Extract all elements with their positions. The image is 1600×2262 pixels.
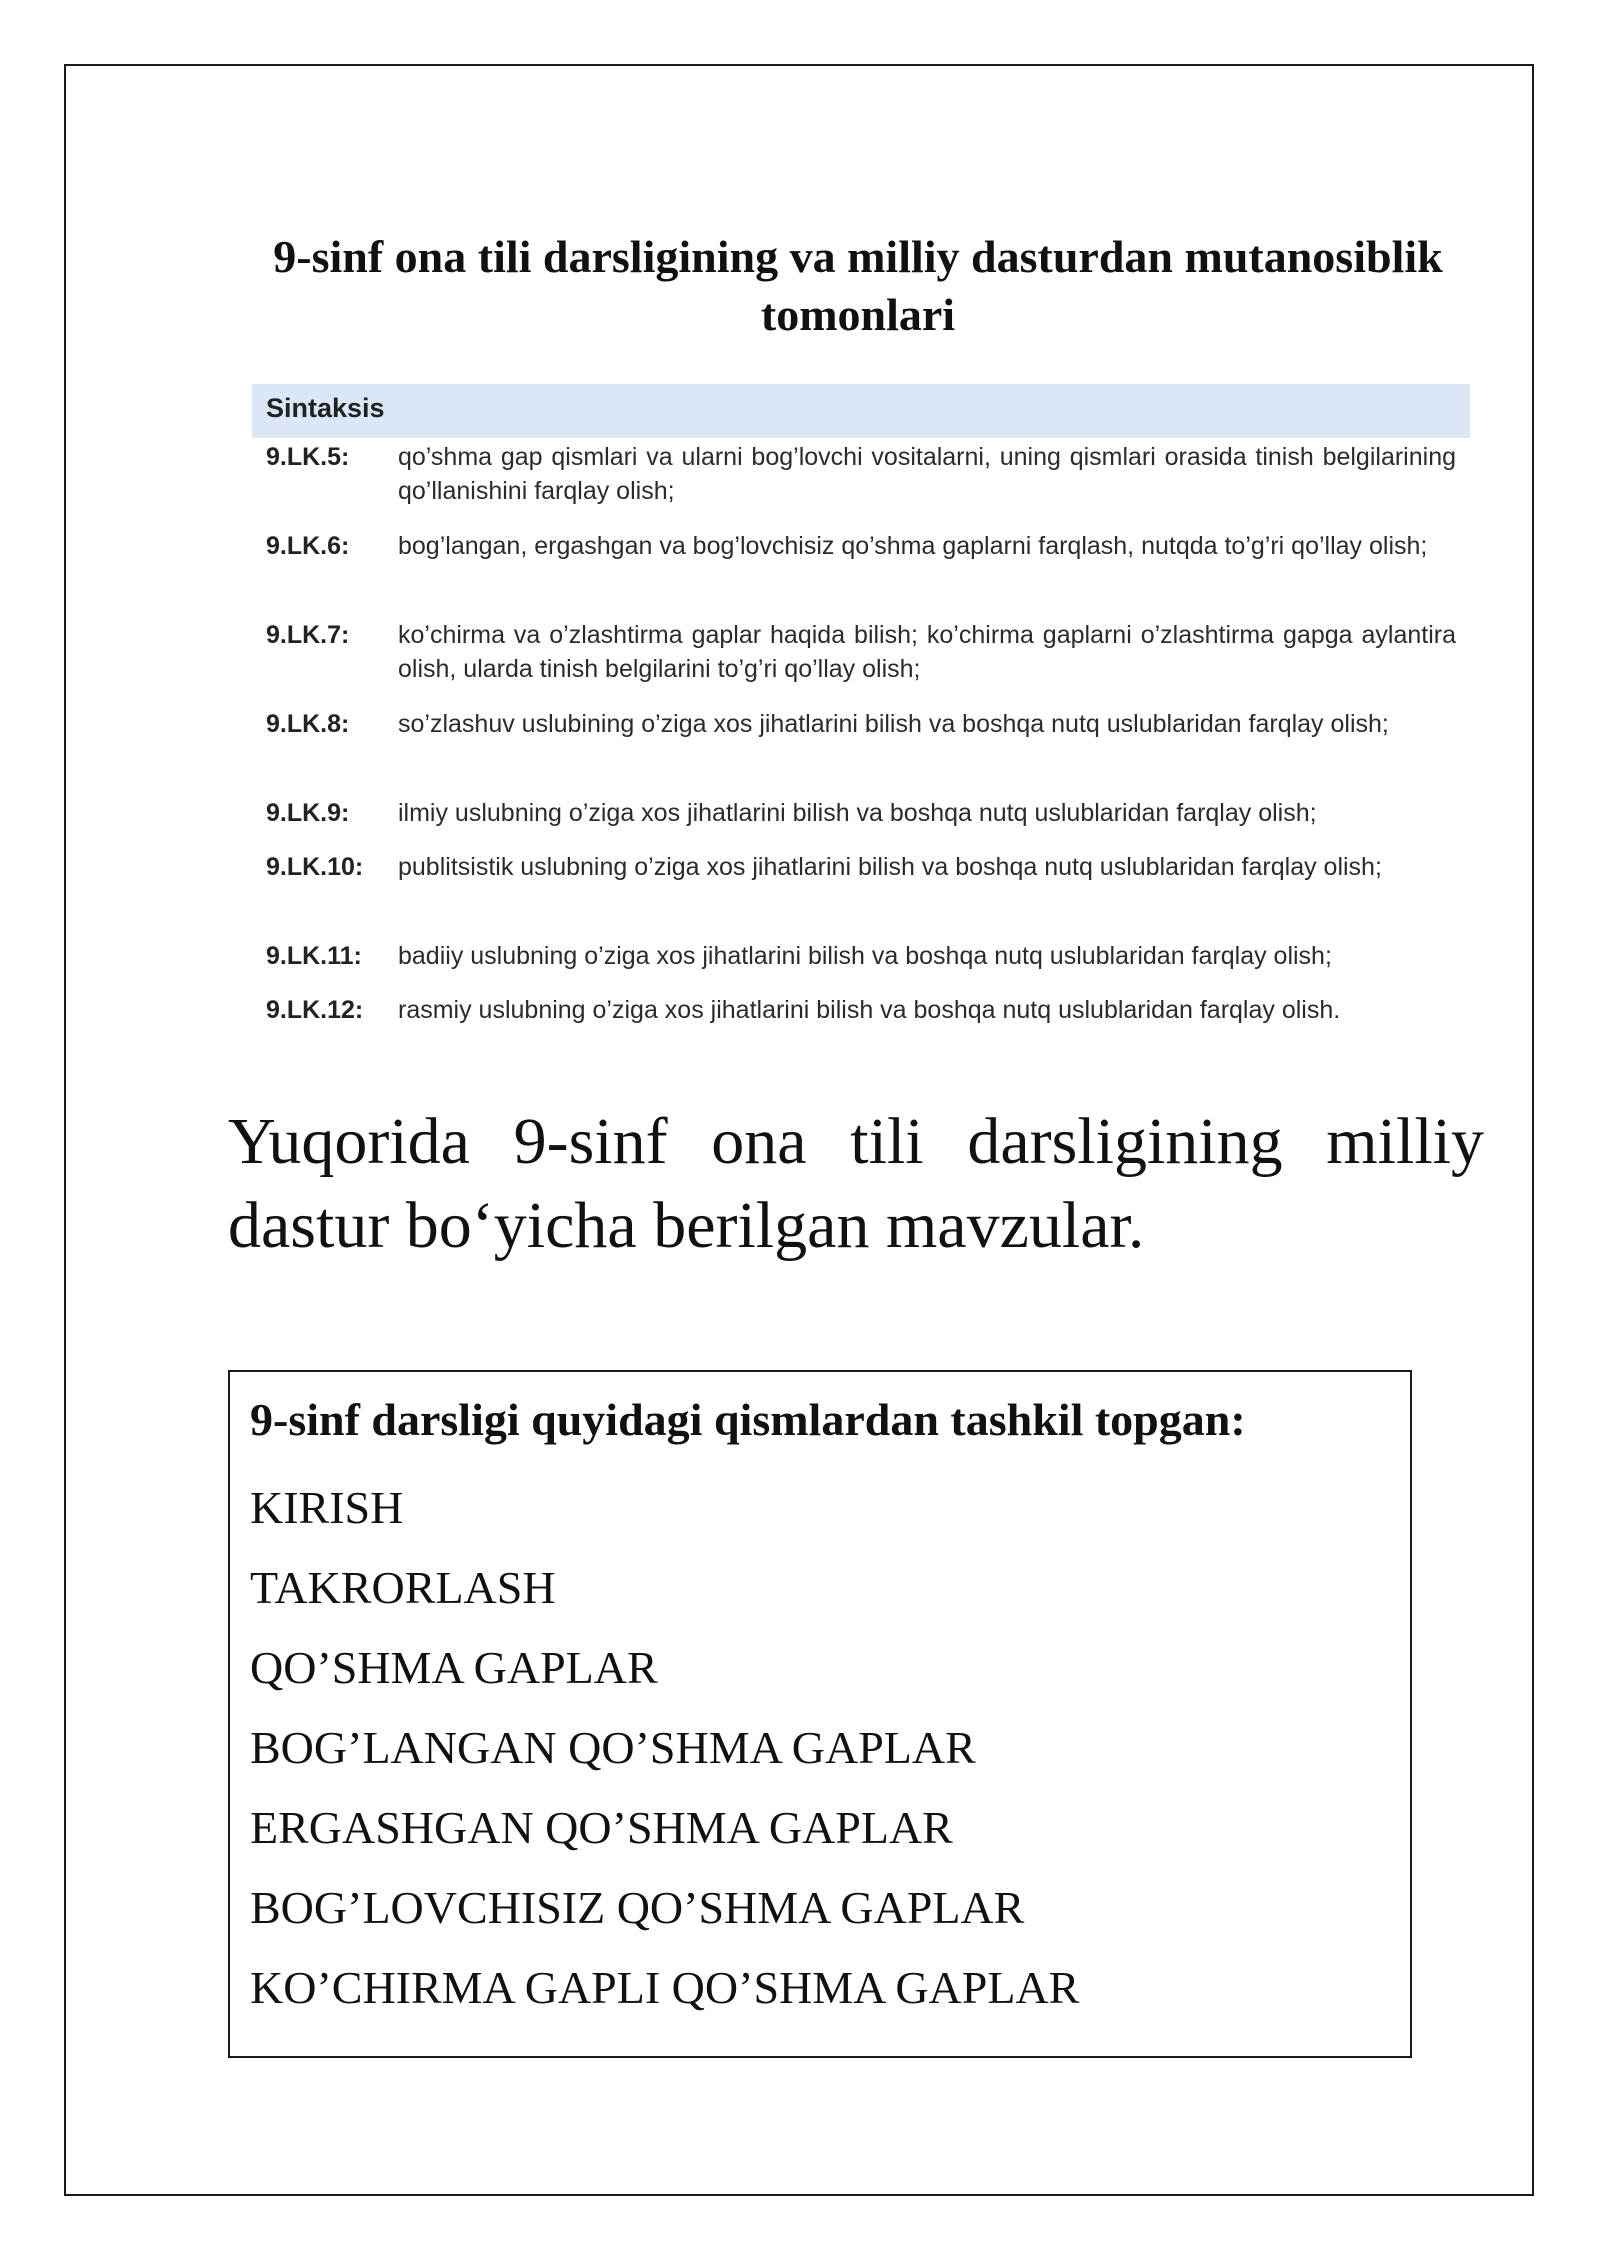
outcome-text: bog’langan, ergashgan va bog’lovchisiz qo’shma gaplarni farqlash, nutqda to’g’ri qo’llay olish;	[398, 532, 1428, 560]
outcome-text: publitsistik uslubning o’ziga xos jihatlarini bilish va boshqa nutq uslublaridan farqlay olish;	[398, 853, 1382, 881]
list-item: BOG’LANGAN QO’SHMA GAPLAR	[250, 1722, 976, 1773]
outcome-code: 9.LK.7:	[266, 621, 350, 649]
contents-box	[228, 1370, 1412, 2058]
page-title: 9-sinf ona tili darsligining va milliy dasturdan mutanosiblik tomonlari	[273, 231, 1443, 340]
outcome-text: so’zlashuv uslubining o’ziga xos jihatlarini bilish va boshqa nutq uslublaridan farqlay olish;	[398, 710, 1389, 738]
outcome-text: rasmiy uslubning o’ziga xos jihatlarini bilish va boshqa nutq uslublaridan farqlay olish.	[398, 996, 1341, 1024]
contents-list	[250, 1468, 1079, 2028]
outcome-text: ko’chirma va o’zlashtirma gaplar haqida bilish; ko’chirma gaplarni o’zlashtirma gapga aylantira olish, ularda tinish belgilarini to’g’ri qo’llay olish;	[398, 621, 1456, 683]
list-item: KIRISH	[250, 1482, 404, 1533]
list-item: KO’CHIRMA GAPLI QO’SHMA GAPLAR	[250, 1962, 1080, 2013]
list-item: QO’SHMA GAPLAR	[250, 1642, 658, 1693]
outcome-code: 9.LK.5:	[266, 443, 350, 471]
list-item: ERGASHGAN QO’SHMA GAPLAR	[250, 1802, 953, 1853]
outcome-code: 9.LK.10:	[266, 853, 364, 881]
list-item: BOG’LOVCHISIZ QO’SHMA GAPLAR	[250, 1882, 1025, 1933]
outcome-text: qo’shma gap qismlari va ularni bog’lovchi vositalarni, uning qismlari orasida tinish belgilarining qo’llanishini farqlay olish;	[398, 443, 1456, 505]
outcome-code: 9.LK.12:	[266, 996, 364, 1024]
outcome-code: 9.LK.6:	[266, 532, 350, 560]
summary-paragraph: Yuqorida 9-sinf ona tili darsligining milliy dastur bo‘yicha berilgan mavzular.	[228, 1105, 1484, 1262]
list-item: TAKRORLASH	[250, 1562, 556, 1613]
outcome-text: ilmiy uslubning o’ziga xos jihatlarini bilish va boshqa nutq uslublaridan farqlay olish;	[398, 799, 1317, 827]
table-header	[252, 384, 1470, 438]
table-header-label: Sintaksis	[266, 393, 385, 423]
outcome-code: 9.LK.9:	[266, 799, 350, 827]
outcome-text: badiiy uslubning o’ziga xos jihatlarini bilish va boshqa nutq uslublaridan farqlay olish;	[398, 942, 1332, 970]
outcome-code: 9.LK.8:	[266, 710, 350, 738]
outcome-code: 9.LK.11:	[266, 942, 362, 970]
contents-heading: 9-sinf darsligi quyidagi qismlardan tashkil topgan:	[250, 1394, 1246, 1445]
